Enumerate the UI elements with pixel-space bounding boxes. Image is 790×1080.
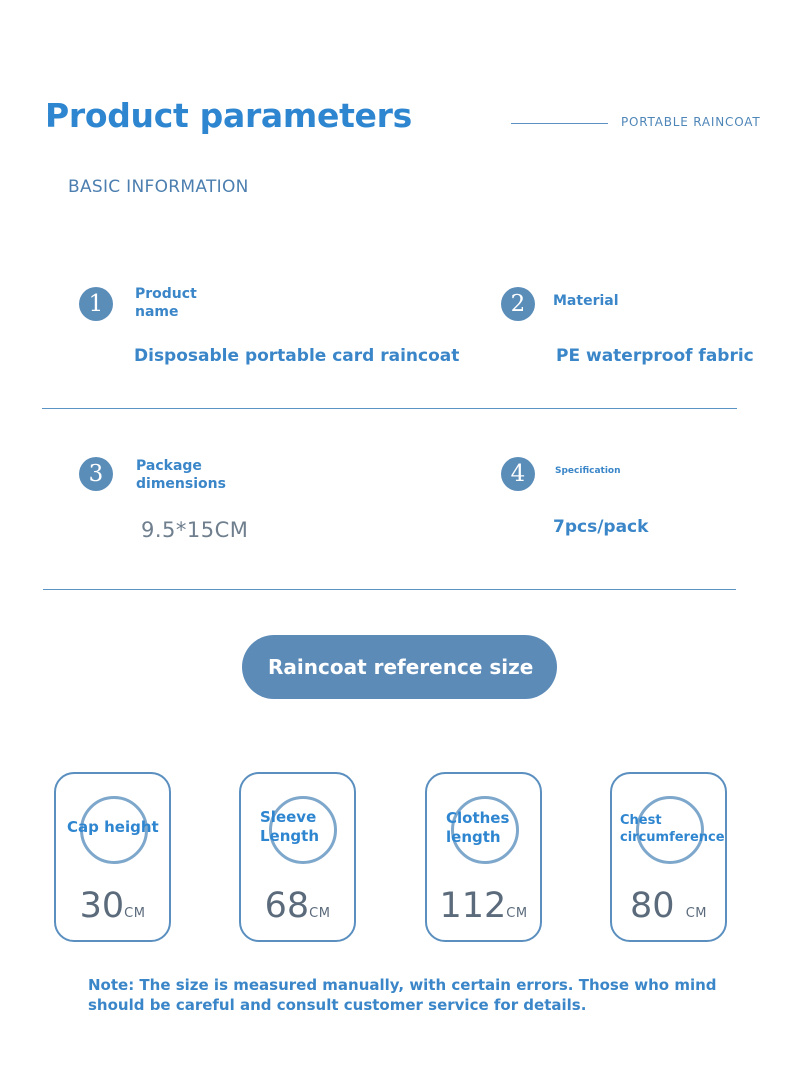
size-label: Chest circumference [620, 813, 725, 845]
param-label: Specification [555, 466, 621, 476]
size-unit: CM [124, 906, 146, 921]
param-value: Disposable portable card raincoat [134, 346, 460, 366]
section-divider [42, 408, 737, 409]
disclaimer-note: Note: The size is measured manually, with certain errors. Those who mind should be careful and consult customer service for details. [88, 976, 717, 1014]
size-number: 68 [264, 886, 310, 926]
size-label: Sleeve Length [260, 808, 319, 845]
param-number-badge: 2 [501, 287, 535, 321]
param-label: Material [553, 293, 619, 309]
param-label: Product name [135, 286, 197, 320]
size-card [54, 772, 171, 942]
section-heading: BASIC INFORMATION [68, 177, 249, 197]
size-card [425, 772, 542, 942]
size-number: 80 [630, 886, 675, 926]
param-number-badge: 4 [501, 457, 535, 491]
size-value [612, 886, 725, 926]
size-unit: CM [685, 906, 707, 921]
size-card [610, 772, 727, 942]
section-divider [43, 589, 736, 590]
param-value: 9.5*15CM [141, 518, 249, 542]
size-value [241, 886, 354, 926]
param-label: Package dimensions [136, 458, 226, 492]
size-value [427, 886, 540, 926]
param-number-badge: 3 [79, 457, 113, 491]
param-value: PE waterproof fabric [556, 346, 754, 366]
size-banner: Raincoat reference size [242, 635, 557, 699]
page-title: Product parameters [45, 96, 412, 135]
param-value: 7pcs/pack [553, 517, 649, 537]
size-unit: CM [506, 906, 528, 921]
size-label: Clothes length [446, 809, 510, 846]
size-number: 112 [439, 886, 507, 926]
size-value [56, 886, 169, 926]
size-unit: CM [309, 906, 331, 921]
param-number-badge: 1 [79, 287, 113, 321]
title-divider [511, 123, 608, 124]
size-card [239, 772, 356, 942]
size-number: 30 [79, 886, 125, 926]
page-subtitle: PORTABLE RAINCOAT [621, 115, 761, 129]
size-label: Cap height [67, 818, 159, 836]
